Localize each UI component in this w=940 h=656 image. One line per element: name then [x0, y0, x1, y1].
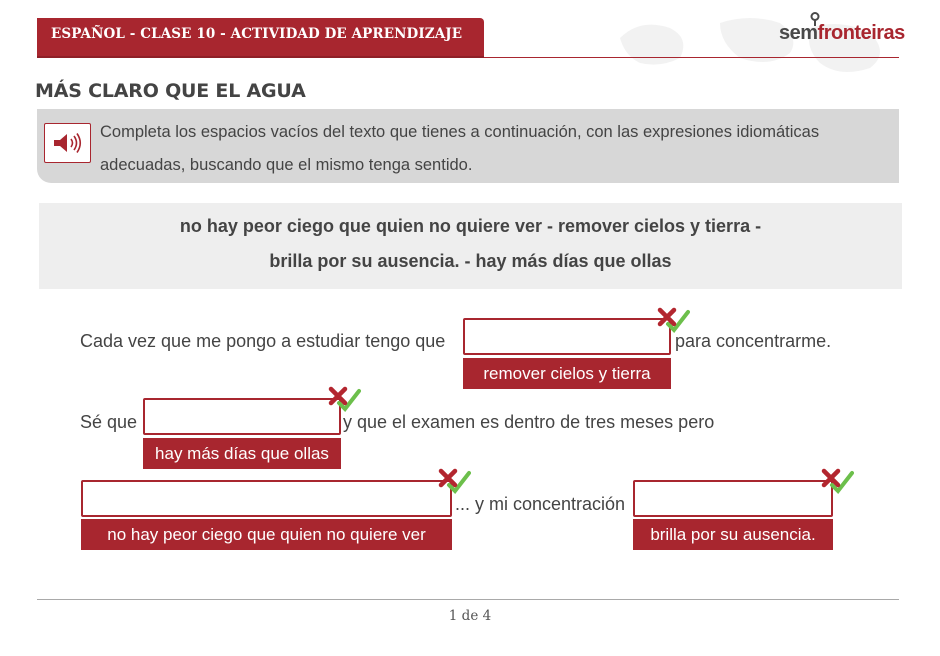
answer-tag-4: brilla por su ausencia.	[633, 519, 833, 550]
answer-tag-3: no hay peor ciego que quien no quiere ver	[81, 519, 452, 550]
blank-input-2[interactable]	[143, 398, 341, 435]
footer-divider	[37, 599, 899, 600]
sentence-2-after: y que el examen es dentro de tres meses pero	[343, 412, 715, 432]
blank-input-3[interactable]	[81, 480, 452, 517]
header-underline	[37, 56, 484, 58]
sentence-3-after: ... y mi concentración	[455, 494, 626, 514]
check-x-icon-4[interactable]	[820, 463, 854, 495]
sentence-1-before: Cada vez que me pongo a estudiar tengo que	[80, 331, 446, 351]
expressions-line-2: brilla por su ausencia. - hay más días que ollas	[269, 251, 672, 271]
logo-text-sem: sem	[779, 22, 818, 44]
instructions-text	[100, 116, 890, 182]
activity-title: MÁS CLARO QUE EL AGUA	[35, 80, 306, 102]
check-x-icon-2[interactable]	[327, 381, 361, 413]
audio-button[interactable]	[44, 123, 91, 163]
blank-input-4[interactable]	[633, 480, 833, 517]
check-x-icon-3[interactable]	[437, 463, 471, 495]
sentence-2-before: Sé que	[80, 412, 138, 432]
sentence-1-after: para concentrarme.	[675, 331, 832, 351]
blank-input-1[interactable]	[463, 318, 671, 355]
logo-text-fronteiras: fronteiras	[817, 22, 905, 44]
header-title: ESPAÑOL - CLASE 10 - ACTIVIDAD DE APRENDIZAJE	[51, 26, 463, 42]
page-indicator: 1 de 4	[448, 608, 492, 624]
expressions-line-1: no hay peor ciego que quien no quiere ver - remover cielos y tierra -	[179, 216, 762, 236]
header-divider	[484, 57, 899, 58]
brand-logo	[779, 22, 905, 45]
instructions-line-1: Completa los espacios vacíos del texto que tienes a continuación, con las expresiones idiomáticas	[100, 123, 820, 141]
instructions-line-2: adecuadas, buscando que el mismo tenga sentido.	[100, 156, 473, 174]
answer-tag-2: hay más días que ollas	[143, 438, 341, 469]
check-x-icon-1[interactable]	[656, 302, 690, 334]
speaker-icon	[52, 132, 84, 154]
answer-tag-1: remover cielos y tierra	[463, 358, 671, 389]
